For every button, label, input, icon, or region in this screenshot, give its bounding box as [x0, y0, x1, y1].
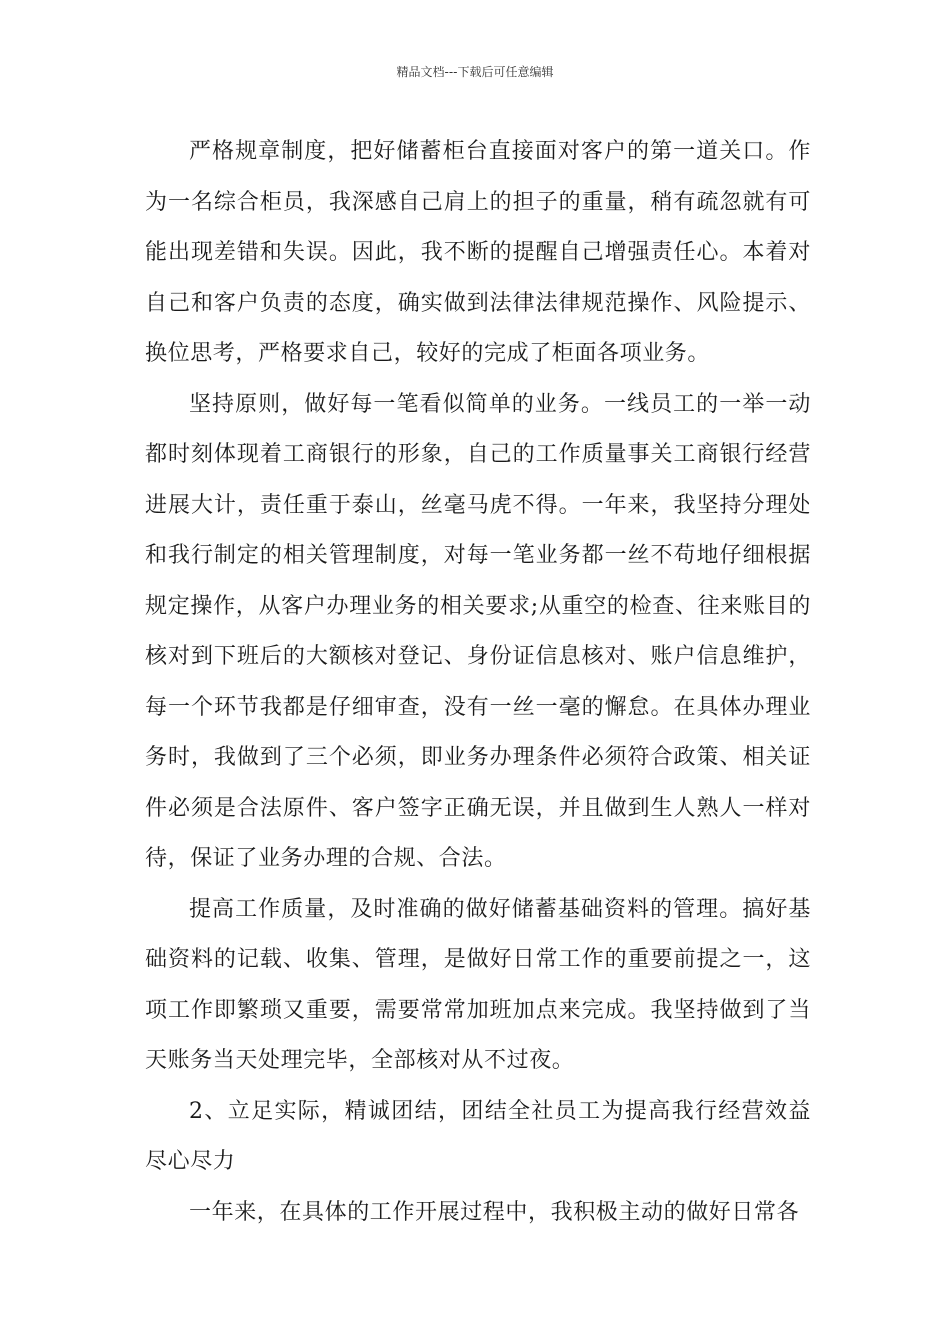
- section-heading-2: 2、立足实际，精诚团结，团结全社员工为提高我行经营效益尽心尽力: [145, 1098, 811, 1174]
- paragraph-1: 严格规章制度，把好储蓄柜台直接面对客户的第一道关口。作为一名综合柜员，我深感自己肩上的担子的重量，稍有疏忽就有可能出现差错和失误。因此，我不断的提醒自己增强责任心。本着对自己和客户负责的态度，确实做到法律法律规范操作、风险提示、换位思考，严格要求自己，较好的完成了柜面各项业务。: [145, 139, 811, 366]
- paragraph-4: 一年来，在具体的工作开展过程中，我积极主动的做好日常各: [189, 1199, 800, 1225]
- paragraph-3: 提高工作质量，及时准确的做好储蓄基础资料的管理。搞好基础资料的记载、收集、管理，是做好日常工作的重要前提之一，这项工作即繁琐又重要，需要常常加班加点来完成。我坚持做到了当天账务当天处理完毕，全部核对从不过夜。: [145, 896, 811, 1073]
- document-body: [145, 127, 811, 1238]
- paragraph-2: 坚持原则，做好每一笔看似简单的业务。一线员工的一举一动都时刻体现着工商银行的形象，自己的工作质量事关工商银行经营进展大计，责任重于泰山，丝毫马虎不得。一年来，我坚持分理处和我行制定的相关管理制度，对每一笔业务都一丝不苟地仔细根据规定操作，从客户办理业务的相关要求;从重空的检查、往来账目的核对到下班后的大额核对登记、身份证信息核对、账户信息维护，每一个环节我都是仔细审查，没有一丝一毫的懈怠。在具体办理业务时，我做到了三个必须，即业务办理条件必须符合政策、相关证件必须是合法原件、客户签字正确无误，并且做到生人熟人一样对待，保证了业务办理的合规、合法。: [145, 391, 811, 871]
- page-header: 精品文档---下载后可任意编辑: [396, 65, 554, 79]
